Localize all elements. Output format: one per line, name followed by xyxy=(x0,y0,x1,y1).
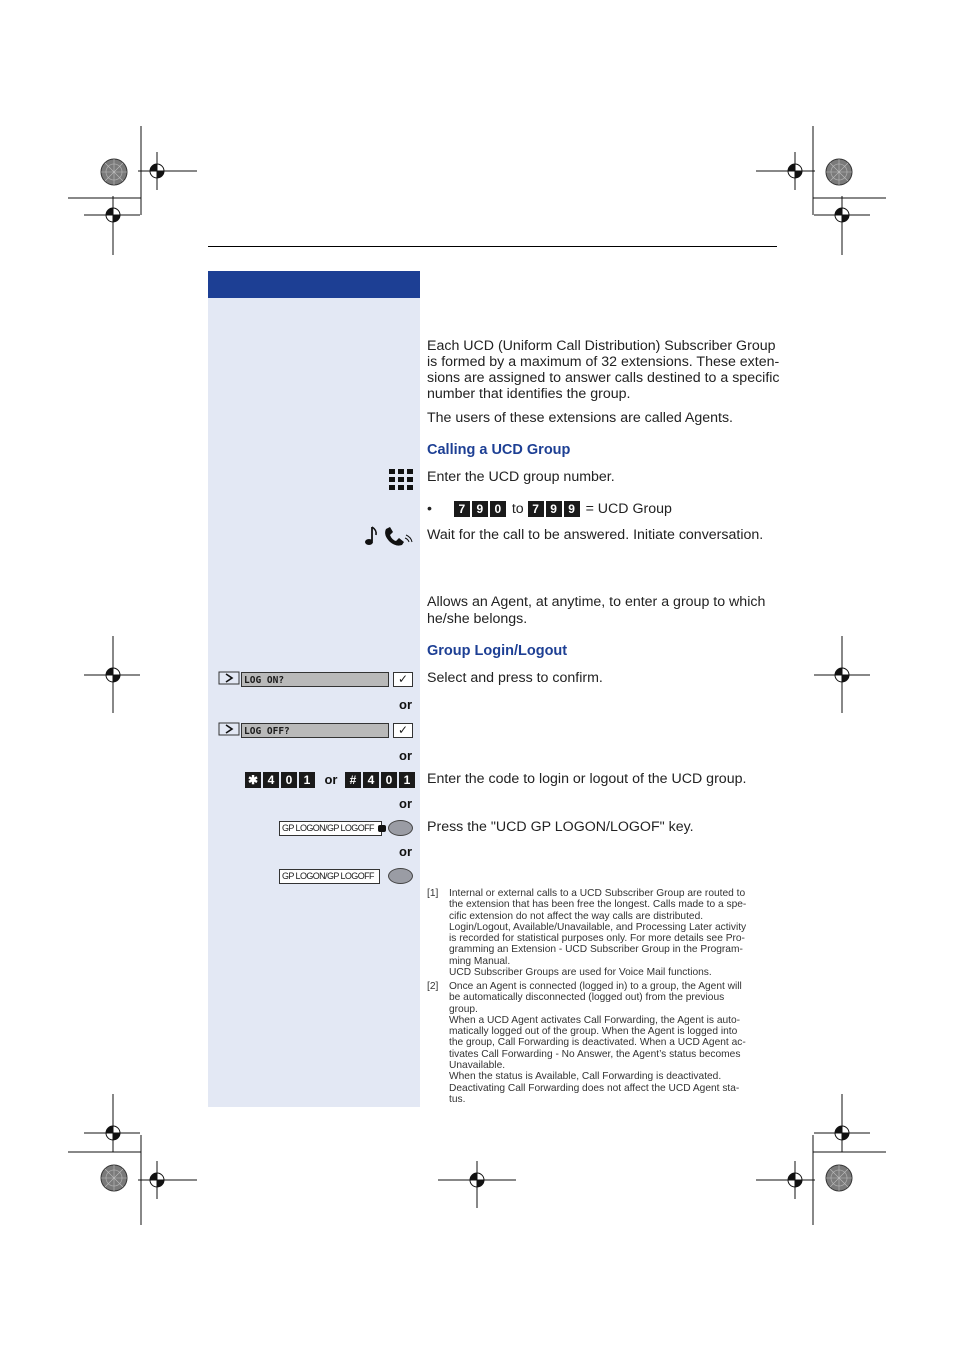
range-suffix: = UCD Group xyxy=(585,501,672,517)
or-label: or xyxy=(399,796,412,811)
range-to-word: to xyxy=(511,501,524,517)
digit-key: 9 xyxy=(564,501,580,517)
or-label: or xyxy=(399,748,412,763)
footnote-line: When a UCD Agent activates Call Forwarding, the Agent is auto- xyxy=(449,1014,741,1026)
calling-heading: Calling a UCD Group xyxy=(427,442,571,458)
footnote-line: tivates Call Forwarding - No Answer, the Agent’s status becomes xyxy=(449,1048,741,1060)
digit-key: 9 xyxy=(472,501,488,517)
wait-answer-text: Wait for the call to be answered. Initiate conversation. xyxy=(427,527,764,543)
footnote-number: [2] xyxy=(427,981,439,992)
group-login-heading: Group Login/Logout xyxy=(427,643,568,659)
digit-key: 0 xyxy=(281,772,297,788)
display-log-on[interactable]: LOG ON? xyxy=(241,672,389,687)
checkmark-icon: ✓ xyxy=(397,672,409,686)
digit-key: 1 xyxy=(399,772,415,788)
digit-key: 4 xyxy=(363,772,379,788)
intro-line: sions are assigned to answer calls destined to a specific xyxy=(427,370,780,386)
star-key: ✱ xyxy=(245,772,261,788)
digit-key: 4 xyxy=(263,772,279,788)
footnote-line: When the status is Available, Call Forwarding is deactivated. xyxy=(449,1071,722,1083)
agents-paragraph: The users of these extensions are called Agents. xyxy=(427,410,734,426)
footnote-line: gramming an Extension - UCD Subscriber Group in the Program- xyxy=(449,944,743,956)
enter-code-text: Enter the code to login or logout of the UCD group. xyxy=(427,771,747,787)
or-label: or xyxy=(399,697,412,712)
bullet: • xyxy=(427,501,432,517)
footnote-line: group. xyxy=(449,1003,478,1015)
gp-logon-key-label: GP LOGON/GP LOGOFF xyxy=(279,869,380,884)
footnote-line: Once an Agent is connected (logged in) to a group, the Agent will xyxy=(449,981,742,992)
footnote-line: Unavailable. xyxy=(449,1060,506,1072)
footnote-line: cific extension do not affect the way calls are distributed. xyxy=(449,910,704,922)
intro-line: is formed by a maximum of 32 extensions. These exten- xyxy=(427,354,780,370)
footnote-line: is recorded for statistical purposes only. For more details see Pro- xyxy=(449,933,745,945)
select-confirm-text: Select and press to confirm. xyxy=(427,670,603,686)
login-intro-line: he/she belongs. xyxy=(427,611,528,627)
footnote-line: ming Manual. xyxy=(449,955,511,967)
or-label: or xyxy=(324,772,338,787)
digit-key: 7 xyxy=(454,501,470,517)
digit-key: 0 xyxy=(490,501,506,517)
digit-key: 0 xyxy=(381,772,397,788)
intro-line: Each UCD (Uniform Call Distribution) Subscriber Group xyxy=(427,338,776,354)
digit-key: 7 xyxy=(528,501,544,517)
footnote-line: tus. xyxy=(449,1093,466,1105)
login-intro-line: Allows an Agent, at anytime, to enter a group to which xyxy=(427,594,766,610)
footnote-line: Login/Logout, Available/Unavailable, and Processing Later activity xyxy=(449,921,747,933)
gp-logon-key-label: GP LOGON/GP LOGOFF xyxy=(279,821,382,836)
intro-line: number that identifies the group. xyxy=(427,386,631,402)
footnote-line: Deactivating Call Forwarding does not affect the UCD Agent sta- xyxy=(449,1082,740,1094)
checkmark-icon: ✓ xyxy=(397,723,409,737)
press-key-text: Press the "UCD GP LOGON/LOGOF" key. xyxy=(427,819,694,835)
display-log-off[interactable]: LOG OFF? xyxy=(241,723,389,738)
footnote-line: Internal or external calls to a UCD Subscriber Group are routed to xyxy=(449,888,746,899)
footnote-line: UCD Subscriber Groups are used for Voice Mail functions. xyxy=(449,967,712,979)
footnote-line: be automatically disconnected (logged out) from the previous xyxy=(449,992,725,1004)
hash-key: # xyxy=(345,772,361,788)
footnote-line: the group, Call Forwarding is deactivated. When a UCD Agent ac- xyxy=(449,1037,746,1049)
footnote-number: [1] xyxy=(427,888,439,899)
digit-key: 1 xyxy=(299,772,315,788)
or-label: or xyxy=(399,844,412,859)
enter-group-number-text: Enter the UCD group number. xyxy=(427,469,615,485)
footnote-line: matically logged out of the group. When the Agent is logged into xyxy=(449,1026,738,1038)
digit-key: 9 xyxy=(546,501,562,517)
footnote-line: the extension that has been free the longest. Calls made to a spe- xyxy=(449,899,747,911)
